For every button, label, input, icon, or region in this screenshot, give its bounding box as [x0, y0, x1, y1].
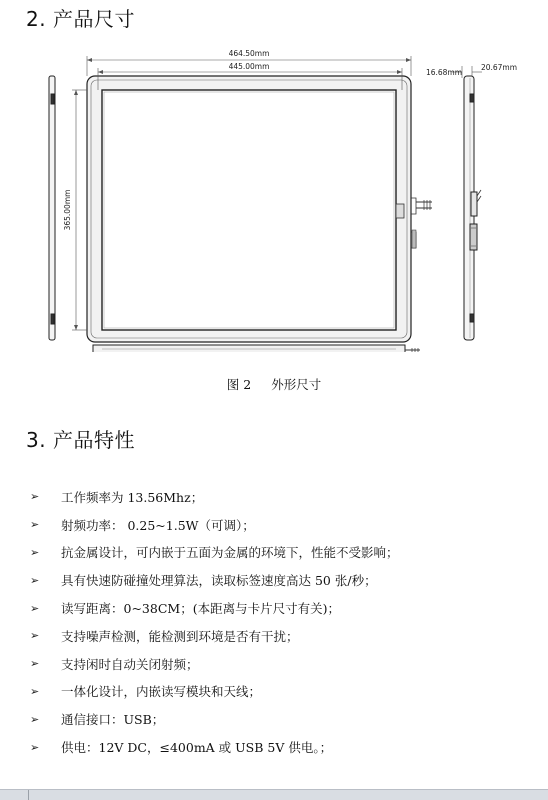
list-item [30, 511, 399, 539]
arrow-bullet-icon: ➢ [30, 518, 40, 532]
feature-text: 射频功率： 0.25~1.5W（可调）； [61, 517, 255, 533]
arrow-bullet-icon: ➢ [30, 684, 40, 698]
dimension-thickness-b: 20.67mm [480, 63, 518, 72]
section-title-features: 3. 产品特性 [26, 428, 135, 452]
arrow-bullet-icon: ➢ [30, 601, 40, 615]
right-side-view [464, 76, 481, 340]
list-item [30, 594, 399, 622]
dimension-height: 365.00mm [63, 189, 72, 231]
bottom-view [93, 345, 420, 352]
feature-text: 工作频率为 13.56Mhz； [61, 489, 204, 505]
arrow-bullet-icon: ➢ [30, 712, 40, 726]
list-item [30, 733, 399, 761]
feature-list [30, 483, 399, 761]
list-item [30, 539, 399, 567]
feature-text: 支持噪声检测，能检测到环境是否有干扰； [61, 628, 299, 644]
page-bottom-scrollbar[interactable] [0, 789, 548, 800]
section-title-dimensions: 2. 产品尺寸 [26, 7, 135, 31]
dimension-inner-width: 445.00mm [228, 62, 270, 71]
feature-text: 通信接口：USB； [61, 712, 165, 728]
dimension-drawing [40, 42, 530, 352]
feature-text: 读写距离：0~38CM；(本距离与卡片尺寸有关)； [61, 601, 340, 617]
list-item [30, 678, 399, 706]
arrow-bullet-icon: ➢ [30, 629, 40, 643]
feature-text: 供电：12V DC，≤400mA 或 USB 5V 供电。； [61, 740, 333, 756]
arrow-bullet-icon: ➢ [30, 573, 40, 587]
figure-caption-label: 图 2 [226, 377, 252, 392]
left-side-view [49, 76, 55, 340]
dimension-thickness-a: 16.68mm [425, 68, 463, 77]
front-view [87, 76, 432, 342]
arrow-bullet-icon: ➢ [30, 740, 40, 754]
arrow-bullet-icon: ➢ [30, 490, 40, 504]
figure-caption [0, 375, 548, 393]
arrow-bullet-icon: ➢ [30, 657, 40, 671]
list-item [30, 566, 399, 594]
list-item [30, 705, 399, 733]
list-item [30, 650, 399, 678]
dimension-outer-width: 464.50mm [228, 49, 270, 58]
feature-text: 支持闲时自动关闭射频； [61, 656, 199, 672]
figure-caption-text: 外形尺寸 [271, 377, 322, 392]
list-item [30, 622, 399, 650]
feature-text: 抗金属设计，可内嵌于五面为金属的环境下，性能不受影响； [61, 545, 399, 561]
arrow-bullet-icon: ➢ [30, 545, 40, 559]
feature-text: 一体化设计，内嵌读写模块和天线； [61, 684, 262, 700]
feature-text: 具有快速防碰撞处理算法，读取标签速度高达 50 张/秒； [61, 573, 377, 589]
list-item [30, 483, 399, 511]
